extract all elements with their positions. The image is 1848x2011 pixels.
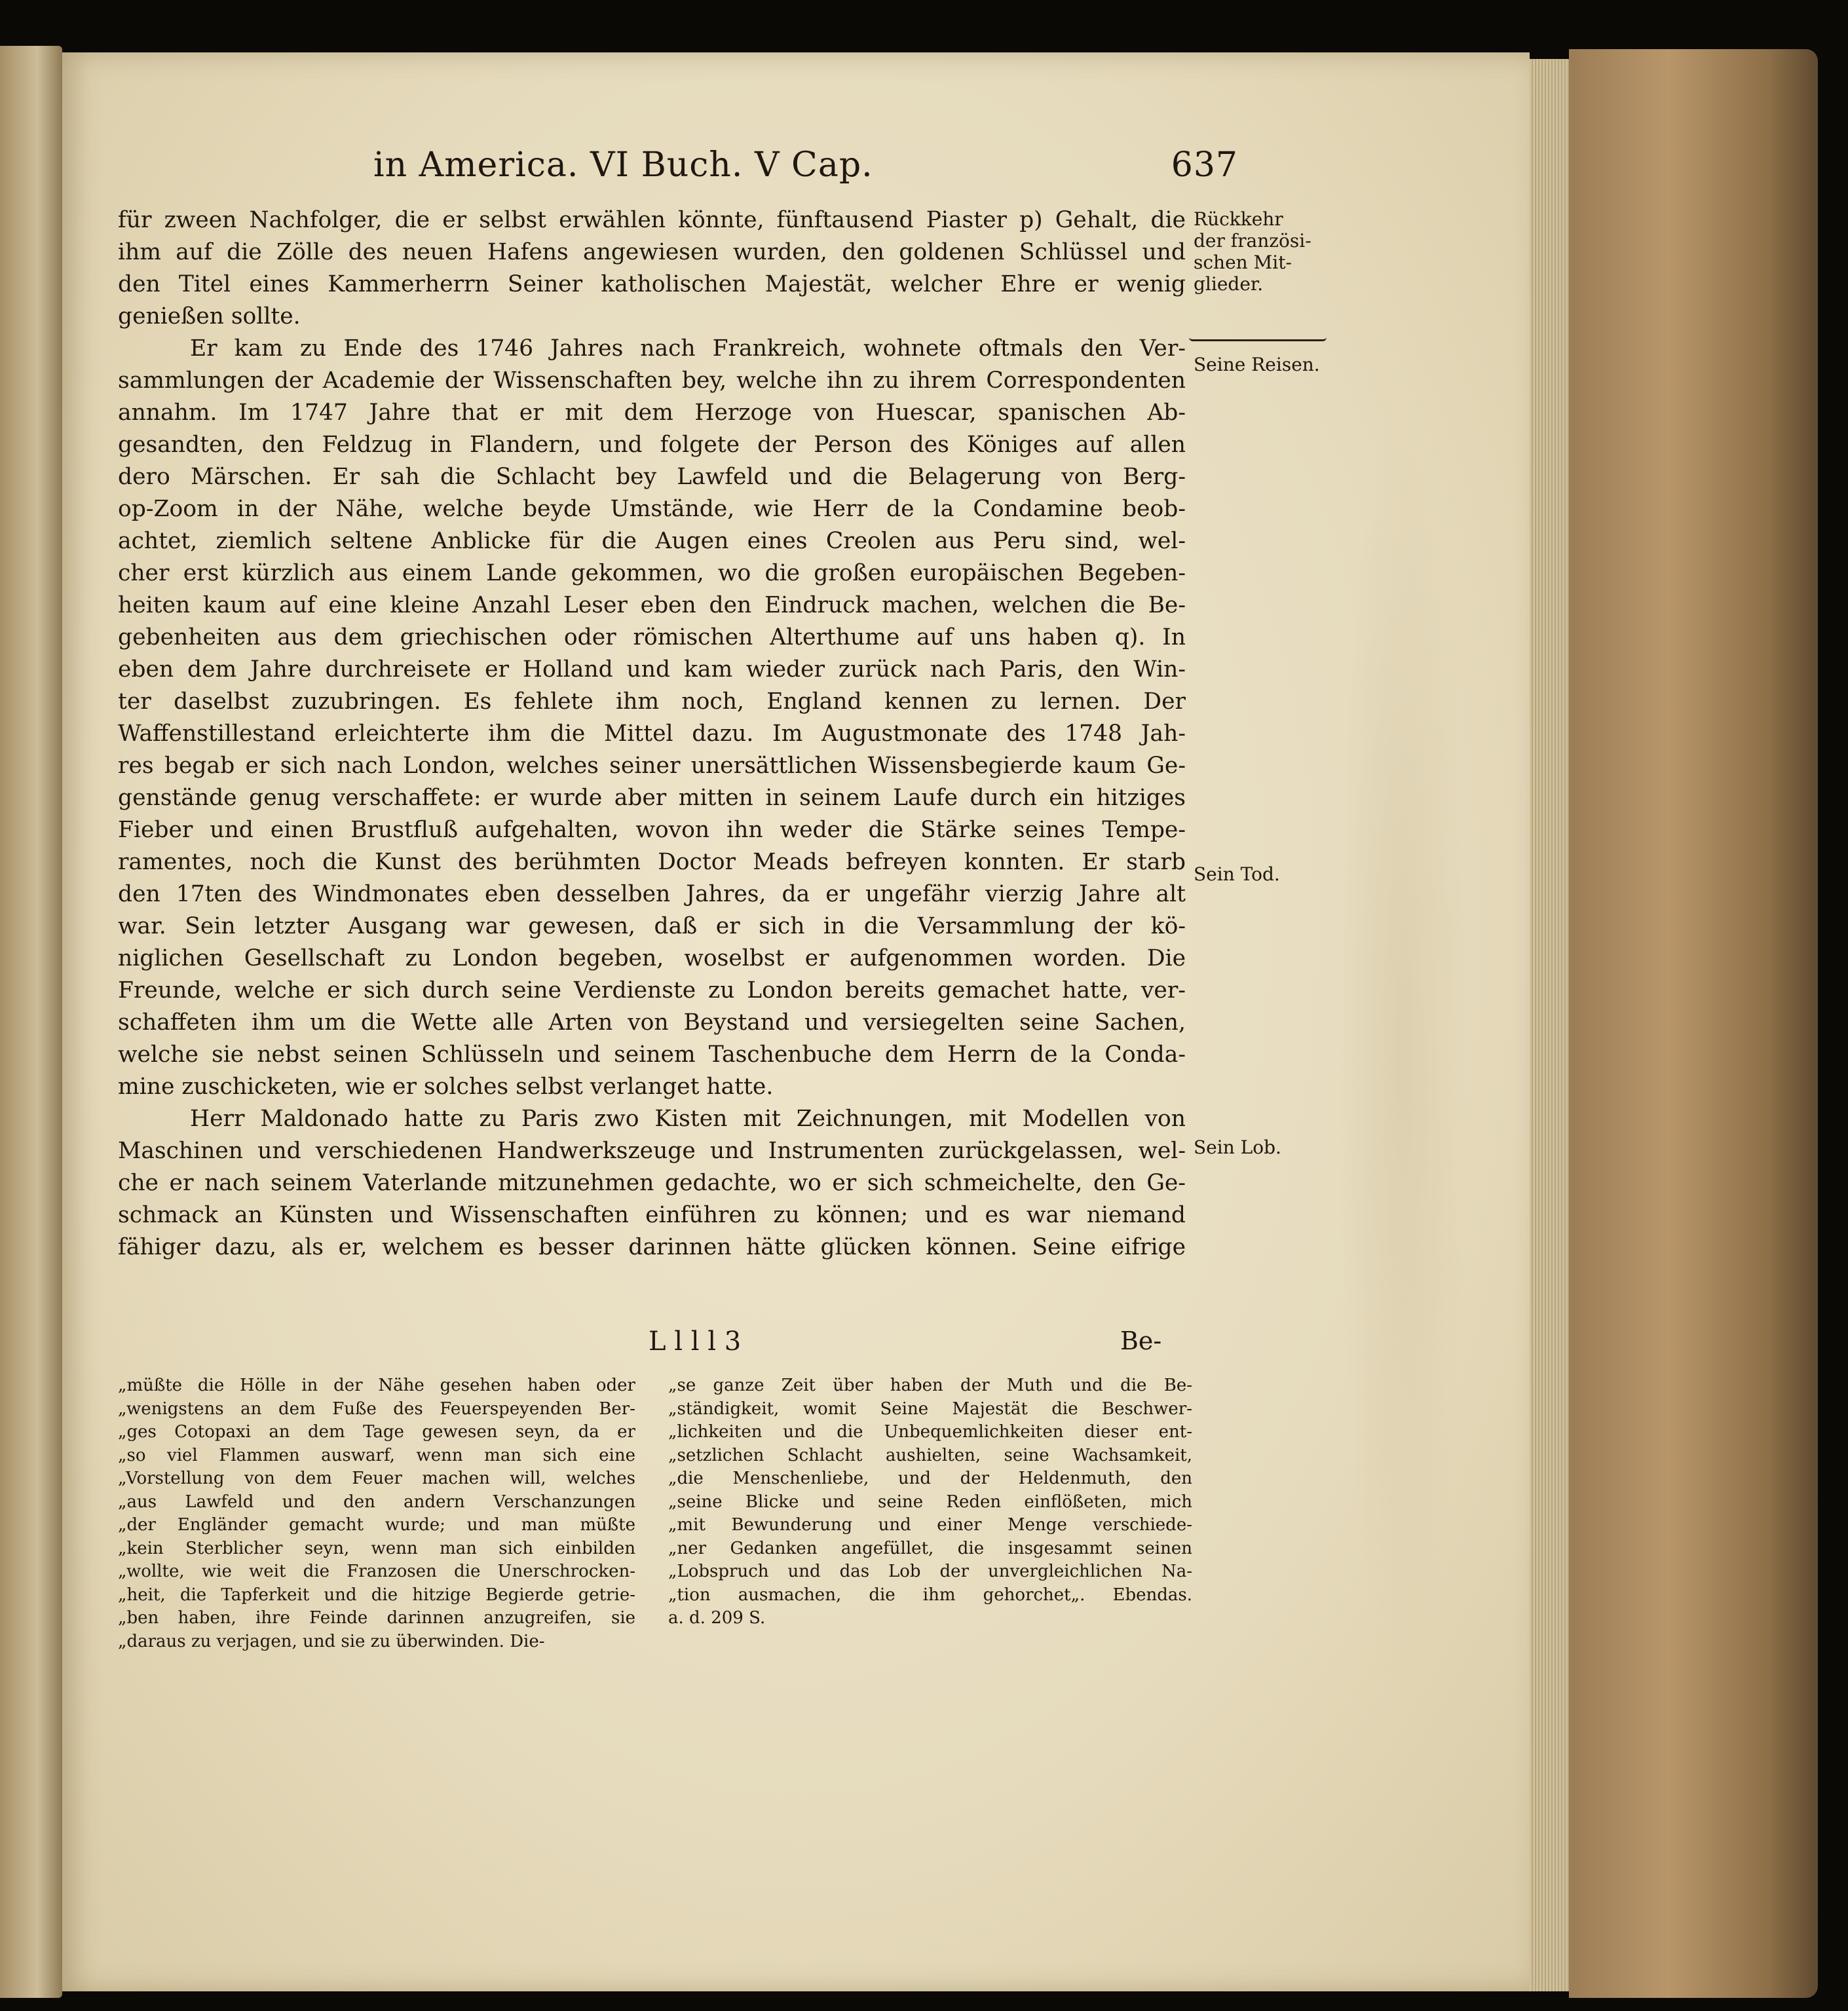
footnote-line: „ben haben, ihre Feinde darinnen anzugreifen, sie: [118, 1608, 635, 1628]
text-line: dero Märschen. Er sah die Schlacht bey Lawfeld und die Belagerung von Berg-: [118, 464, 1186, 490]
footnote-line: „ner Gedanken angefüllet, die insgesammt seinen: [668, 1538, 1192, 1558]
text-line: schmack an Künsten und Wissenschaften einführen zu können; und es war niemand: [118, 1202, 1186, 1228]
page-block-edges: [1530, 59, 1569, 1991]
footnote-line: „Vorstellung von dem Feuer machen will, welches: [118, 1469, 635, 1488]
footnote-line: „wollte, wie weit die Franzosen die Unerschrocken-: [118, 1562, 635, 1581]
running-header: [373, 145, 1238, 191]
footnote-left-column: [118, 1374, 635, 1653]
text-line: ter daselbst zuzubringen. Es fehlete ihm noch, England kennen zu lernen. Der: [118, 688, 1186, 715]
margin-note-lob: [1194, 1137, 1332, 1158]
footnote-line: „die Menschenliebe, und der Heldenmuth, den: [668, 1469, 1192, 1488]
footnote-right-column: [668, 1374, 1192, 1630]
text-line: Herr Maldonado hatte zu Paris zwo Kisten mit Zeichnungen, mit Modellen von: [190, 1106, 1186, 1132]
text-line: den 17ten des Windmonates eben desselben Jahres, da er ungefähr vierzig Jahre alt: [118, 881, 1186, 907]
text-line: Freunde, welche er sich durch seine Verdienste zu London bereits gemachet hatte, ver-: [118, 977, 1186, 1004]
margin-note-tod: [1194, 863, 1332, 885]
running-title: in America. VI Buch. V Cap.: [373, 145, 873, 185]
text-line: sammlungen der Academie der Wissenschaften bey, welche ihn zu ihrem Correspondenten: [118, 367, 1186, 394]
margin-note-brace: [1189, 337, 1327, 341]
text-line: genstände genug verschaffete: er wurde aber mitten in seinem Laufe durch ein hitziges: [118, 785, 1186, 811]
footnote-line: „Lobspruch und das Lob der unvergleichlichen Na-: [668, 1562, 1192, 1581]
text-line: op-Zoom in der Nähe, welche beyde Umstände, wie Herr de la Condamine beob-: [118, 496, 1186, 522]
footnote-line: „heit, die Tapferkeit und die hitzige Begierde getrie-: [118, 1585, 635, 1605]
text-line: achtet, ziemlich seltene Anblicke für die Augen eines Creolen aus Peru sind, wel-: [118, 528, 1186, 554]
footnote-line: „aus Lawfeld und den andern Verschanzungen: [118, 1492, 635, 1512]
margin-note-line: Seine Reisen.: [1194, 354, 1320, 375]
text-line: gebenheiten aus dem griechischen oder römischen Alterthume auf uns haben q). In: [118, 624, 1186, 650]
footnote-line: „seine Blicke und seine Reden einflößeten, mich: [668, 1492, 1192, 1512]
footnote-line: „tion ausmachen, die ihm gehorchet„. Ebendas.: [668, 1585, 1192, 1605]
text-line: schaffeten ihm um die Wette alle Arten von Beystand und versiegelten seine Sachen,: [118, 1009, 1186, 1036]
margin-note-line: Sein Tod.: [1194, 863, 1280, 885]
text-line: Er kam zu Ende des 1746 Jahres nach Frankreich, wohnete oftmals den Ver-: [190, 335, 1186, 362]
text-line: res begab er sich nach London, welches seiner unersättlichen Wissensbegierde kaum Ge-: [118, 753, 1186, 779]
footnote-line: „ges Cotopaxi an dem Tage gewesen seyn, da er: [118, 1422, 635, 1442]
footnote-line: „so viel Flammen auswarf, wenn man sich eine: [118, 1445, 635, 1465]
footnote-line: „ständigkeit, womit Seine Majestät die Beschwer-: [668, 1399, 1192, 1419]
previous-page-edge: [0, 46, 62, 1998]
text-line: für zween Nachfolger, die er selbst erwählen könnte, fünftausend Piaster p) Gehalt, die: [118, 207, 1186, 233]
margin-note-line: schen Mit-: [1194, 252, 1292, 273]
margin-note-line: Sein Lob.: [1194, 1137, 1281, 1158]
text-line: genießen sollte.: [118, 303, 301, 329]
text-line: annahm. Im 1747 Jahre that er mit dem Herzoge von Huescar, spanischen Ab-: [118, 400, 1186, 426]
footnote-line: a. d. 209 S.: [668, 1608, 766, 1628]
text-line: den Titel eines Kammerherrn Seiner katholischen Majestät, welcher Ehre er wenig: [118, 271, 1186, 297]
footnote-line: „der Engländer gemacht wurde; und man müßte: [118, 1515, 635, 1535]
text-line: gesandten, den Feldzug in Flandern, und folgete der Person des Königes auf allen: [118, 432, 1186, 458]
footnote-line: „müßte die Hölle in der Nähe gesehen haben oder: [118, 1376, 635, 1395]
margin-note-line: der französi-: [1194, 230, 1311, 252]
footnote-line: „se ganze Zeit über haben der Muth und die Be-: [668, 1376, 1192, 1395]
margin-note-line: glieder.: [1194, 273, 1264, 295]
paper-stain: [1336, 393, 1467, 1703]
book-cover: [1569, 49, 1818, 1998]
text-line: mine zuschicketen, wie er solches selbst verlanget hatte.: [118, 1074, 774, 1100]
footnote-line: „mit Bewunderung und einer Menge verschiede-: [668, 1515, 1192, 1535]
text-line: niglichen Gesellschaft zu London begeben, woselbst er aufgenommen worden. Die: [118, 945, 1186, 971]
text-line: Maschinen und verschiedenen Handwerkszeuge und Instrumenten zurückgelassen, wel-: [118, 1138, 1186, 1164]
text-line: fähiger dazu, als er, welchem es besser darinnen hätte glücken können. Seine eifrige: [118, 1234, 1186, 1260]
text-line: Fieber und einen Brustfluß aufgehalten, wovon ihn weder die Stärke seines Tempe-: [118, 817, 1186, 843]
margin-note-reisen: [1194, 354, 1332, 375]
catchword: Be-: [1120, 1326, 1162, 1355]
text-line: eben dem Jahre durchreisete er Holland und kam wieder zurück nach Paris, den Win-: [118, 656, 1186, 683]
text-line: cher erst kürzlich aus einem Lande gekommen, wo die großen europäischen Begeben-: [118, 560, 1186, 586]
footnote-line: „kein Sterblicher seyn, wenn man sich einbilden: [118, 1538, 635, 1558]
text-line: welche sie nebst seinen Schlüsseln und seinem Taschenbuche dem Herrn de la Conda-: [118, 1042, 1186, 1068]
footnote-line: „lichkeiten und die Unbequemlichkeiten dieser ent-: [668, 1422, 1192, 1442]
main-text: [118, 204, 1186, 1264]
margin-note-line: Rückkehr: [1194, 208, 1283, 230]
footnote-line: „wenigstens an dem Fuße des Feuerspeyenden Ber-: [118, 1399, 635, 1419]
text-line: war. Sein letzter Ausgang war gewesen, daß er sich in die Versammlung der kö-: [118, 913, 1186, 939]
text-line: ramentes, noch die Kunst des berühmten Doctor Meads befreyen konnten. Er starb: [118, 849, 1186, 875]
text-line: ihm auf die Zölle des neuen Hafens angewiesen wurden, den goldenen Schlüssel und: [118, 239, 1186, 265]
footnote-line: „setzlichen Schlacht aushielten, seine Wachsamkeit,: [668, 1445, 1192, 1465]
text-line: heiten kaum auf eine kleine Anzahl Leser eben den Eindruck machen, welchen die Be-: [118, 592, 1186, 618]
signature-mark: L l l l 3: [649, 1326, 742, 1357]
page-number: 637: [1171, 145, 1238, 185]
text-line: Waffenstillestand erleichterte ihm die Mittel dazu. Im Augustmonate des 1748 Jah-: [118, 721, 1186, 747]
footnote-line: „daraus zu verjagen, und sie zu überwinden. Die-: [118, 1631, 545, 1651]
margin-note-rueckkehr: [1194, 208, 1332, 295]
text-line: che er nach seinem Vaterlande mitzunehmen gedachte, wo er sich schmeichelte, den Ge-: [118, 1170, 1186, 1196]
